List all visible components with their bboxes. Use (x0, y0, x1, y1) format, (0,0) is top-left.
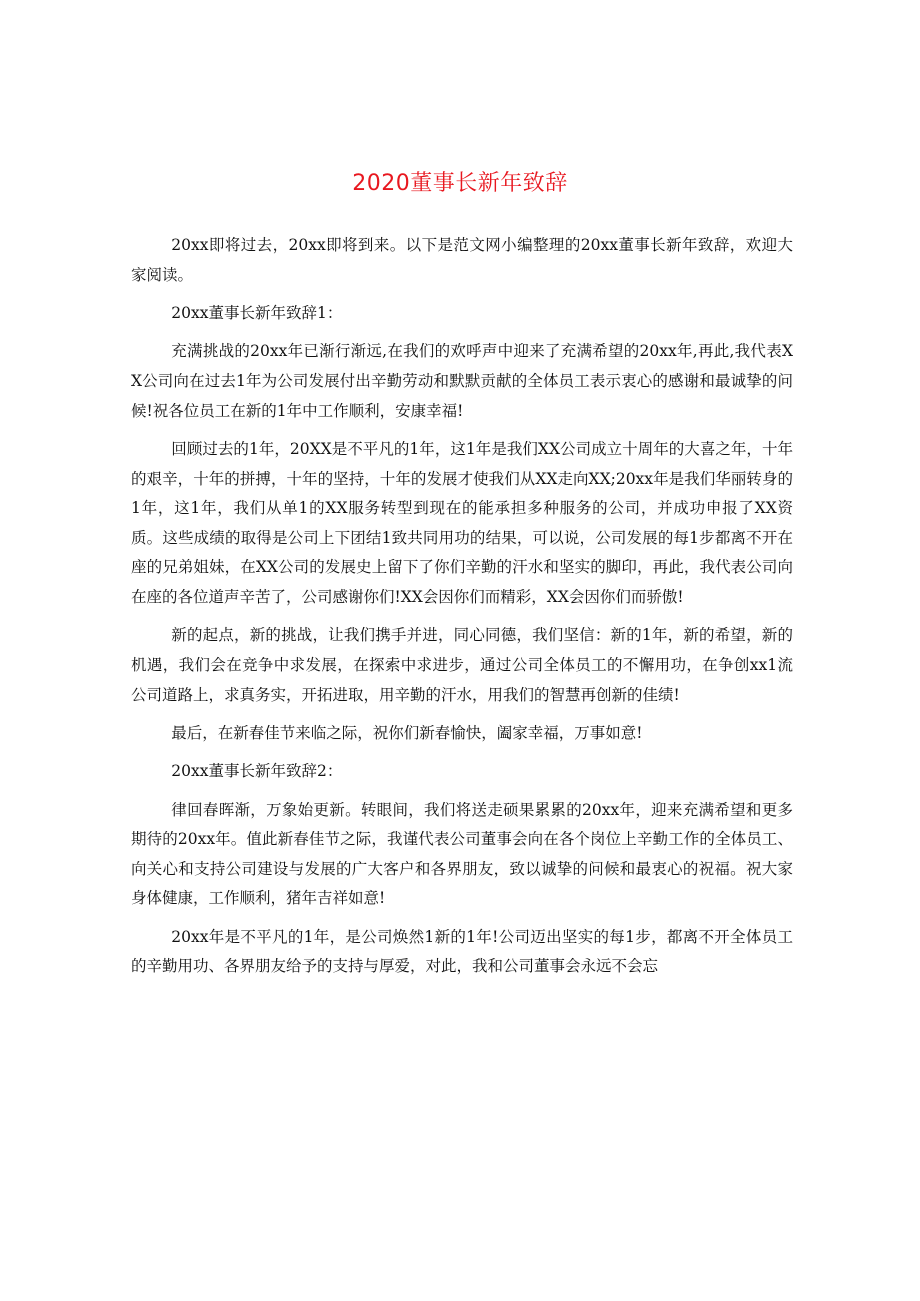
document-title: 2020董事长新年致辞 (352, 171, 568, 196)
section-heading-1: 20xx董事长新年致辞1： (171, 303, 343, 322)
body-paragraph: 回顾过去的1年，20XX是不平凡的1年，这1年是我们XX公司成立十周年的大喜之年，十年的艰辛，十年的拼搏，十年的坚持，十年的发展才使我们从XX走向XX;20xx年是我们华丽转身的1年，这1年，我们从单1的XX服务转型到现在的能承担多种服务的公司，并成功申报了XX资质。这些成绩的取得是公司上下团结1致共同用功的结果，可以说，公司发展的每1步都离不开在座的兄弟姐妹，在XX公司的发展史上留下了你们辛勤的汗水和坚实的脚印，再此，我代表公司向在座的各位道声辛苦了，公司感谢你们!XX会因你们而精彩，XX会因你们而骄傲! (131, 439, 793, 606)
intro-paragraph: 20xx即将过去，20xx即将到来。以下是范文网小编整理的20xx董事长新年致辞，欢迎大家阅读。 (131, 236, 793, 284)
document-body (131, 231, 793, 991)
body-paragraph: 新的起点，新的挑战，让我们携手并进，同心同德，我们坚信：新的1年，新的希望，新的机遇，我们会在竞争中求发展，在探索中求进步，通过公司全体员工的不懈用功，在争创xx1流公司道路上，求真务实，开拓进取，用辛勤的汗水，用我们的智慧再创新的佳绩! (131, 626, 793, 704)
body-paragraph: 最后，在新春佳节来临之际，祝你们新春愉快，阖家幸福，万事如意! (171, 723, 643, 742)
body-paragraph: 律回春晖渐，万象始更新。转眼间，我们将送走硕果累累的20xx年，迎来充满希望和更多期待的20xx年。值此新春佳节之际，我谨代表公司董事会向在各个岗位上辛勤工作的全体员工、向关心和支持公司建设与发展的广大客户和各界朋友，致以诚挚的问候和最衷心的祝福。祝大家身体健康，工作顺利，猪年吉祥如意! (131, 800, 793, 908)
body-paragraph: 充满挑战的20xx年已渐行渐远,在我们的欢呼声中迎来了充满希望的20xx年,再此,我代表XX公司向在过去1年为公司发展付出辛勤劳动和默默贡献的全体员工表示衷心的感谢和最诚挚的问候!祝各位员工在新的1年中工作顺利，安康幸福! (131, 342, 793, 420)
body-paragraph: 20xx年是不平凡的1年，是公司焕然1新的1年!公司迈出坚实的每1步，都离不开全体员工的辛勤用功、各界朋友给予的支持与厚爱，对此，我和公司董事会永远不会忘 (131, 927, 793, 976)
section-heading-2: 20xx董事长新年致辞2： (171, 762, 343, 781)
